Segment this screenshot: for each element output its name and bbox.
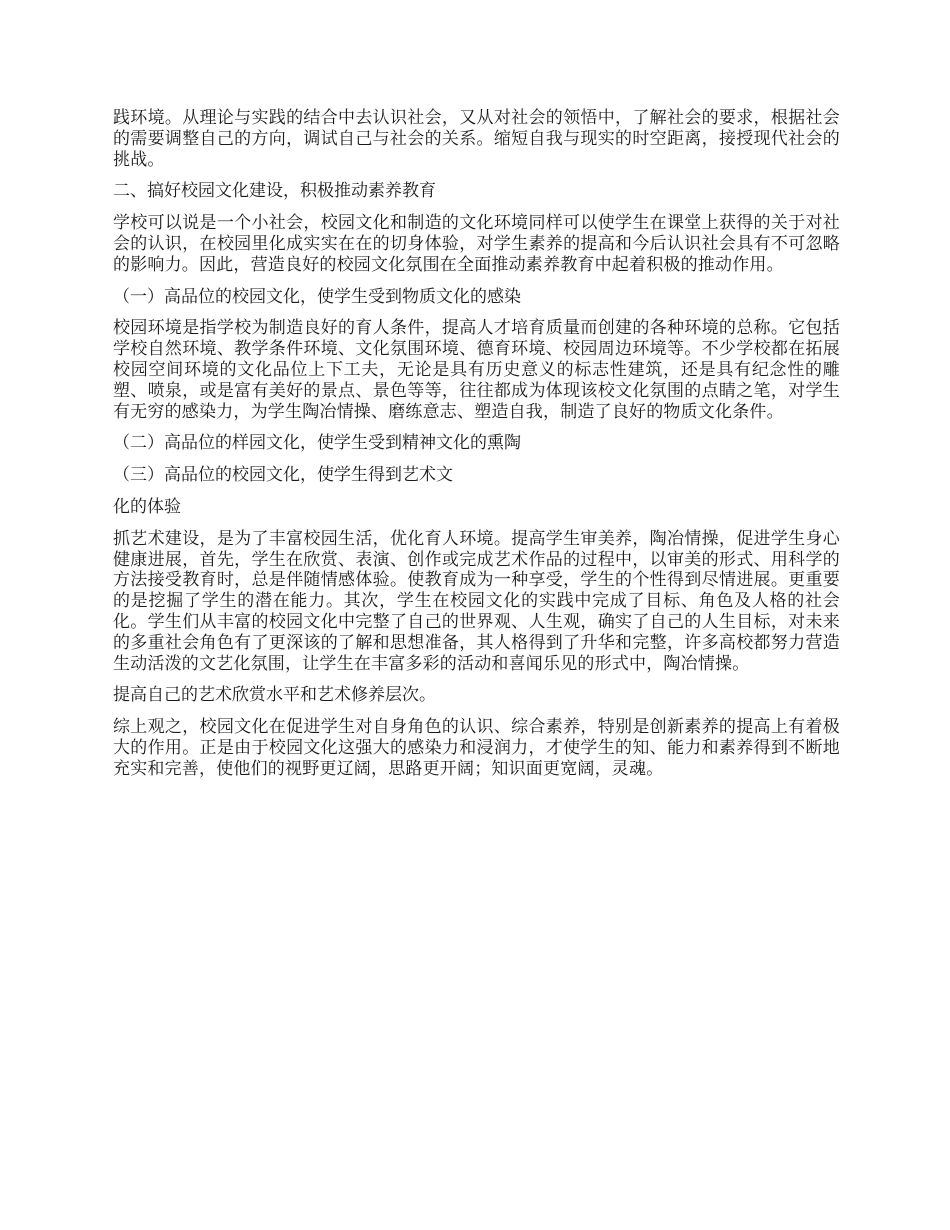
paragraph-intro: 践环境。从理论与实践的结合中去认识社会，又从对社会的领悟中，了解社会的要求，根据社会的需要调整自己的方向，调试自己与社会的关系。缩短自我与现实的时空距离，接授现代社会的挑战。 — [113, 108, 840, 170]
subsection-heading-1: （一）高品位的校园文化，使学生受到物质文化的感染 — [113, 286, 521, 307]
subsection-heading-3-continued: 化的体验 — [113, 496, 181, 517]
subsection-heading-3: （三）高品位的校园文化，使学生得到艺术文 — [113, 465, 453, 486]
section-heading-2: 二、搞好校园文化建设，积极推动素养教育 — [113, 181, 436, 202]
subsection-heading-2: （二）高品位的样园文化，使学生受到精神文化的熏陶 — [113, 433, 521, 454]
paragraph-conclusion: 综上观之，校园文化在促进学生对自身角色的认识、综合素养，特别是创新素养的提高上有着极大的作用。正是由于校园文化这强大的感染力和浸润力，才使学生的知、能力和素养得到不断地充实和完善，使他们的视野更辽阔，思路更开阔；知识面更宽阔，灵魂。 — [113, 717, 840, 779]
paragraph-campus-environment: 校园环境是指学校为制造良好的育人条件，提高人才培育质量而创建的各种环境的总称。它包括学校自然环境、教学条件环境、文化氛围环境、德育环境、校园周边环境等。不少学校都在拓展校园空间环境的文化品位上下工夫，无论是具有历史意义的标志性建筑，还是具有纪念性的雕塑、喷泉，或是富有美好的景点、景色等等，往往都成为体现该校文化氛围的点睛之笔，对学生有无穷的感染力，为学生陶冶情操、磨练意志、塑造自我，制造了良好的物质文化条件。 — [113, 318, 840, 422]
paragraph-art-construction: 抓艺术建设，是为了丰富校园生活，优化育人环境。提高学生审美养，陶冶情操，促进学生身心健康进展，首先，学生在欣赏、表演、创作或完成艺术作品的过程中，以审美的形式、用科学的方法接受教育时，总是伴随情感体验。使教育成为一种享受，学生的个性得到尽情进展。更重要的是挖掘了学生的潜在能力。其次，学生在校园文化的实践中完成了目标、角色及人格的社会化。学生们从丰富的校园文化中完整了自己的世界观、人生观，确实了自己的人生目标，对未来的多重社会角色有了更深该的了解和思想准备，其人格得到了升华和完整，许多高校都努力营造生动活泼的文艺化氛围，让学生在丰富多彩的活动和喜闻乐见的形式中，陶冶情操。 — [113, 528, 840, 674]
document-page — [113, 108, 840, 791]
paragraph-school-society: 学校可以说是一个小社会，校园文化和制造的文化环境同样可以使学生在课堂上获得的关于对社会的认识，在校园里化成实实在在的切身体验，对学生素养的提高和今后认识社会具有不可忽略的影响力。因此，营造良好的校园文化氛围在全面推动素养教育中起着积极的推动作用。 — [113, 213, 840, 275]
standalone-line: 提高自己的艺术欣赏水平和艺术修养层次。 — [113, 685, 436, 706]
